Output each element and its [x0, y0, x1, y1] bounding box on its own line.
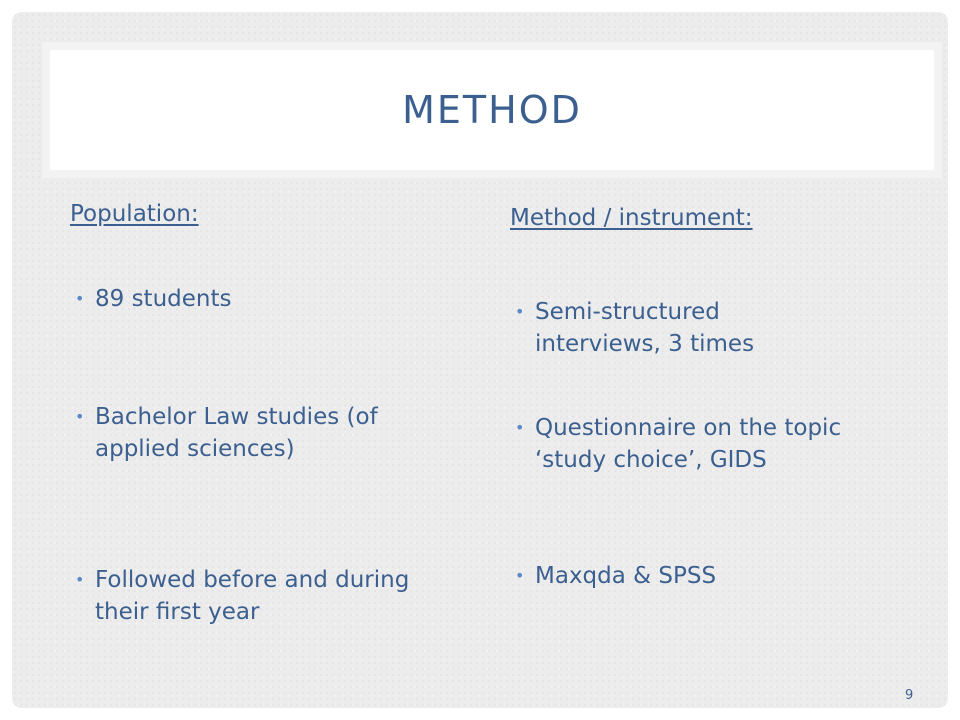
bullet-icon: • [75, 407, 85, 426]
page-number: 9 [905, 688, 914, 703]
list-item [70, 283, 455, 315]
list-item-text: Questionnaire on the topic ‘study choice’, GIDS [535, 415, 842, 473]
list-item [70, 564, 440, 628]
right-column [510, 202, 910, 622]
slide [12, 12, 948, 708]
right-column-heading: Method / instrument: [510, 205, 753, 231]
list-item-text: 89 students [95, 286, 232, 312]
list-item [510, 296, 835, 360]
list-item-text: Maxqda & SPSS [535, 563, 717, 589]
list-item-text: Bachelor Law studies (of applied sciences) [95, 404, 378, 462]
bullet-icon: • [515, 566, 525, 585]
list-item [70, 401, 440, 465]
left-column-heading: Population: [70, 201, 199, 227]
bullet-icon: • [515, 418, 525, 437]
title-band [42, 42, 942, 178]
left-column [70, 198, 450, 658]
bullet-icon: • [515, 302, 525, 321]
list-item [510, 412, 875, 476]
bullet-icon: • [75, 289, 85, 308]
bullet-icon: • [75, 570, 85, 589]
slide-title: METHOD [402, 88, 582, 132]
list-item-text: Semi-structured interviews, 3 times [535, 299, 755, 357]
list-item-text: Followed before and during their first year [95, 567, 410, 625]
list-item [510, 560, 895, 592]
